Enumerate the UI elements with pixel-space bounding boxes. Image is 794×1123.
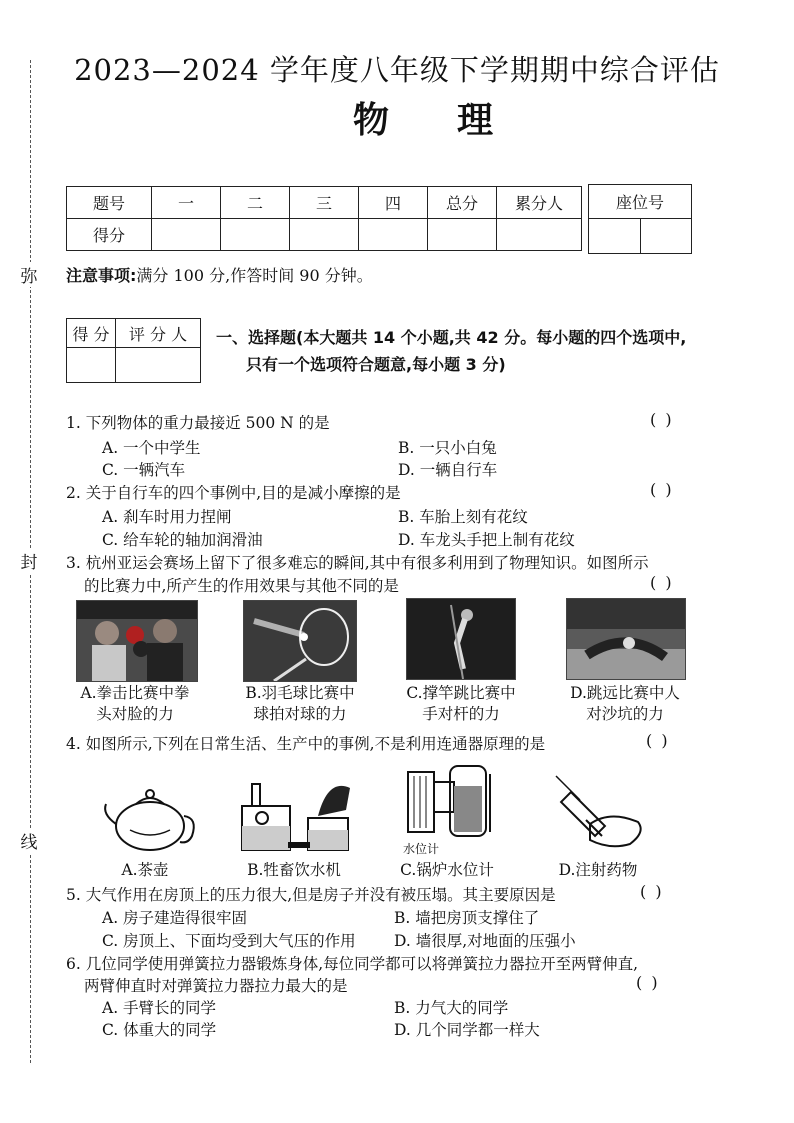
q3-caption-a-line1: A.拳击比赛中拳 (80, 684, 190, 702)
q2-option-a: A. 刹车时用力捏闸 (102, 508, 232, 526)
q4-caption-d: D.注射药物 (558, 861, 638, 879)
score-header: 题号 (67, 187, 152, 219)
q3-caption-c-line2: 手对杆的力 (422, 705, 500, 723)
score-cell[interactable] (359, 219, 428, 251)
answer-paren-4[interactable]: ( ) (646, 731, 670, 750)
q1-option-c: C. 一辆汽车 (102, 461, 186, 479)
q6-option-c: C. 体重大的同学 (102, 1021, 217, 1039)
answer-paren-6[interactable]: ( ) (636, 973, 660, 992)
q1-option-d: D. 一辆自行车 (398, 461, 498, 479)
question-3-stem-line2: 的比赛力中,所产生的作用效果与其他不同的是 (84, 577, 399, 595)
score-cell[interactable] (290, 219, 359, 251)
question-3-stem-line1: 3. 杭州亚运会赛场上留下了很多难忘的瞬间,其中有很多利用到了物理知识。如图所示 (66, 554, 649, 572)
q3-caption-a-line2: 头对脸的力 (96, 705, 174, 723)
question-6-stem-line1: 6. 几位同学使用弹簧拉力器锻炼身体,每位同学都可以将弹簧拉力器拉开至两臂伸直, (66, 955, 639, 973)
q4-caption-a: A.茶壶 (121, 861, 169, 879)
q3-caption-b-line1: B.羽毛球比赛中 (245, 684, 355, 702)
score-cell[interactable] (152, 219, 221, 251)
notice-text: 满分 100 分,作答时间 90 分钟。 (136, 266, 373, 285)
score-header: 一 (152, 187, 221, 219)
q2-option-d: D. 车龙头手把上制有花纹 (398, 531, 575, 549)
binding-char-feng: 封 (18, 548, 40, 573)
section-title (216, 324, 706, 378)
grader-label: 评 分 人 (116, 319, 201, 348)
q3-caption-c-line1: C.撑竿跳比赛中 (406, 684, 516, 702)
livestock-drinker-icon (238, 772, 358, 856)
q1-option-b: B. 一只小白兔 (398, 439, 497, 457)
q3-caption-b (225, 683, 375, 725)
long-jump-photo (566, 598, 686, 680)
section-title-line1: 一、选择题(本大题共 14 个小题,共 42 分。每小题的四个选项中, (216, 328, 687, 347)
q1-option-a: A. 一个中学生 (102, 439, 201, 457)
boxing-photo (76, 600, 198, 682)
boiler-gauge-icon (394, 762, 498, 842)
section-title-line2: 只有一个选项符合题意,每小题 3 分) (246, 355, 506, 374)
question-6-stem-line2: 两臂伸直时对弹簧拉力器拉力最大的是 (84, 977, 348, 995)
binding-char-mi: 弥 (18, 262, 40, 287)
q3-caption-c (386, 683, 536, 725)
grader-table (66, 318, 201, 383)
score-cell[interactable] (497, 219, 582, 251)
subject-title: 物理 (352, 99, 561, 141)
score-header: 二 (221, 187, 290, 219)
exam-title: 2023—2024 学年度八年级下学期期中综合评估 (74, 53, 720, 87)
score-header: 总分 (428, 187, 497, 219)
binding-char-xian: 线 (18, 828, 40, 853)
score-cell[interactable] (428, 219, 497, 251)
q5-option-b: B. 墙把房顶支撑住了 (394, 909, 540, 927)
answer-paren-3[interactable]: ( ) (650, 573, 674, 592)
answer-paren-2[interactable]: ( ) (650, 480, 674, 499)
q3-caption-a (60, 683, 210, 725)
score-cell[interactable] (221, 219, 290, 251)
score-table (66, 186, 582, 251)
q4-caption-c: C.锅炉水位计 (400, 861, 494, 879)
answer-paren-1[interactable]: ( ) (650, 410, 674, 429)
seat-cell[interactable] (640, 219, 692, 254)
badminton-photo (243, 600, 357, 682)
syringe-icon (550, 770, 650, 856)
q3-caption-b-line2: 球拍对球的力 (253, 705, 347, 723)
notice-label: 注意事项: (66, 266, 137, 285)
grader-name-cell[interactable] (116, 348, 201, 383)
score-header: 四 (359, 187, 428, 219)
grader-score-label: 得 分 (67, 319, 116, 348)
grader-score-cell[interactable] (67, 348, 116, 383)
q5-option-c: C. 房顶上、下面均受到大气压的作用 (102, 932, 356, 950)
q5-option-d: D. 墙很厚,对地面的压强小 (394, 932, 576, 950)
q4-caption-b: B.牲畜饮水机 (247, 861, 341, 879)
seat-table (588, 184, 692, 254)
notice (66, 263, 373, 286)
q6-option-a: A. 手臂长的同学 (102, 999, 217, 1017)
score-header: 累分人 (497, 187, 582, 219)
score-header: 三 (290, 187, 359, 219)
q2-option-b: B. 车胎上刻有花纹 (398, 508, 528, 526)
pole-vault-photo (406, 598, 516, 680)
q5-option-a: A. 房子建造得很牢固 (102, 909, 248, 927)
seat-label: 座位号 (589, 185, 692, 219)
q6-option-b: B. 力气大的同学 (394, 999, 509, 1017)
q3-caption-d-line1: D.跳远比赛中人 (570, 684, 680, 702)
answer-paren-5[interactable]: ( ) (640, 882, 664, 901)
score-row-label: 得分 (67, 219, 152, 251)
q6-option-d: D. 几个同学都一样大 (394, 1021, 540, 1039)
q3-caption-d-line2: 对沙坑的力 (586, 705, 664, 723)
question-2-stem: 2. 关于自行车的四个事例中,目的是减小摩擦的是 (66, 484, 401, 502)
question-4-stem: 4. 如图所示,下列在日常生活、生产中的事例,不是利用连通器原理的是 (66, 735, 546, 753)
q2-option-c: C. 给车轮的轴加润滑油 (102, 531, 263, 549)
q3-caption-d (550, 683, 700, 725)
seat-cell[interactable] (589, 219, 641, 254)
water-gauge-label: 水位计 (402, 842, 439, 856)
question-1-stem: 1. 下列物体的重力最接近 500 N 的是 (66, 414, 330, 432)
teapot-icon (100, 784, 200, 854)
question-5-stem: 5. 大气作用在房顶上的压力很大,但是房子并没有被压塌。其主要原因是 (66, 886, 556, 904)
